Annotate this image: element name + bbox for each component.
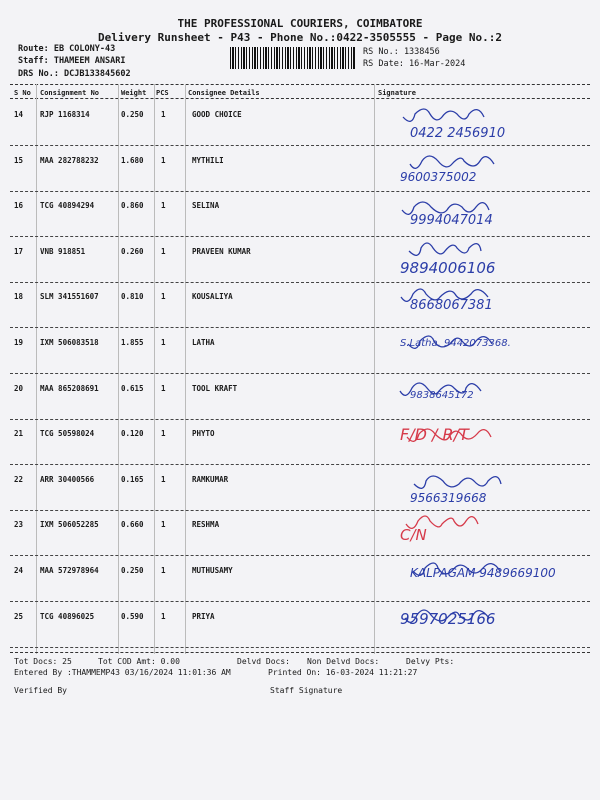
signature-cell (380, 602, 595, 648)
signature-scribble (380, 146, 595, 192)
row-pcs: 1 (161, 338, 166, 347)
col-consignment: Consignment No (40, 89, 100, 97)
drs-label: DRS No.: DCJB133845602 (18, 69, 131, 79)
runsheet-subtitle: Delivery Runsheet - P43 - Phone No.:0422-3505555 - Page No.:2 (98, 31, 502, 44)
row-consignment: TCG 50598024 (40, 429, 95, 439)
row-consignment: RJP 1168314 (40, 110, 90, 119)
col-weight: Weight (121, 89, 147, 97)
signature-cell (380, 465, 595, 511)
row-consignment: VNB 918851 (40, 246, 86, 256)
row-sno: 19 (14, 338, 24, 347)
row-sno: 20 (14, 383, 24, 393)
row-sno: 15 (14, 155, 24, 165)
signature-handwriting: 9838645172 (410, 389, 474, 401)
company-title: THE PROFESSIONAL COURIERS, COIMBATORE (177, 17, 423, 30)
row-pcs: 1 (161, 246, 166, 256)
row-weight: 0.615 (121, 383, 144, 393)
row-pcs: 1 (161, 566, 166, 575)
staff-signature: Staff Signature (270, 686, 343, 695)
row-consignment: TCG 40896025 (40, 611, 95, 621)
row-pcs: 1 (161, 201, 166, 211)
row-weight: 0.660 (121, 520, 144, 530)
non-delvd-docs: Non Delvd Docs: (307, 657, 380, 666)
rs-date-label: RS Date: 16-Mar-2024 (363, 59, 466, 69)
row-pcs: 1 (161, 520, 166, 530)
signature-handwriting: S.Latha. 9442073368. (400, 338, 511, 349)
row-pcs: 1 (161, 110, 166, 119)
delvy-pts: Delvy Pts: (406, 657, 455, 666)
verified-by: Verified By (14, 686, 67, 695)
row-sno: 17 (14, 246, 24, 256)
signature-cell (380, 282, 595, 328)
signature-handwriting: 9600375002 (400, 169, 477, 184)
row-consignee: PHYTO (192, 429, 215, 439)
table-top-rule (10, 84, 590, 85)
rs-no-label: RS No.: 1338456 (363, 47, 440, 57)
signature-stroke (403, 109, 484, 121)
tot-docs: Tot Docs: 25 (14, 657, 72, 666)
table-row (10, 465, 590, 511)
row-pcs: 1 (161, 429, 166, 439)
row-pcs: 1 (161, 383, 166, 393)
col-signature: Signature (378, 89, 416, 97)
signature-handwriting: F/D / R/T (400, 425, 469, 445)
signature-handwriting: 9994047014 (410, 213, 493, 229)
row-consignment: SLM 341551607 (40, 292, 99, 302)
row-consignee: MUTHUSAMY (192, 566, 233, 575)
signature-scribble (380, 328, 595, 374)
signature-handwriting: 8668067381 (410, 298, 493, 314)
row-weight: 0.165 (121, 474, 144, 484)
col-sno: S No (14, 89, 31, 97)
row-pcs: 1 (161, 611, 166, 621)
row-consignee: GOOD CHOICE (192, 110, 242, 119)
signature-handwriting: 9894006106 (400, 258, 496, 277)
row-consignee: RESHMA (192, 520, 220, 530)
row-consignee: KOUSALIYA (192, 292, 233, 302)
row-weight: 0.810 (121, 292, 144, 302)
signature-cell (380, 237, 595, 283)
table-row (10, 556, 590, 602)
signature-cell (380, 556, 595, 602)
row-weight: 0.250 (121, 110, 144, 119)
table-row (10, 282, 590, 328)
row-sno: 22 (14, 474, 24, 484)
signature-stroke (414, 476, 501, 488)
printed-on: Printed On: 16-03-2024 11:21:27 (268, 668, 418, 677)
row-consignee: PRIYA (192, 611, 215, 621)
col-consignee: Consignee Details (188, 89, 260, 97)
row-sno: 16 (14, 201, 24, 211)
signature-handwriting: 9566319668 (410, 490, 487, 505)
signature-stroke (409, 243, 481, 255)
table-row (10, 510, 590, 556)
table-header-rule (10, 98, 590, 99)
row-pcs: 1 (161, 474, 166, 484)
row-pcs: 1 (161, 155, 166, 165)
row-divider (10, 647, 590, 648)
signature-handwriting: C/N (400, 526, 427, 545)
table-row (10, 602, 590, 648)
row-sno: 24 (14, 566, 24, 575)
row-weight: 0.120 (121, 429, 144, 439)
signature-handwriting: 9597025166 (400, 609, 496, 628)
barcode (230, 47, 356, 69)
col-pcs: PCS (156, 89, 169, 97)
signature-cell (380, 510, 595, 556)
table-row (10, 191, 590, 237)
row-weight: 1.855 (121, 338, 144, 347)
table-row (10, 100, 590, 146)
footer-rule (10, 652, 590, 653)
row-pcs: 1 (161, 292, 166, 302)
row-weight: 0.250 (121, 566, 144, 575)
row-consignment: MAA 572978964 (40, 566, 99, 575)
staff-label: Staff: THAMEEM ANSARI (18, 56, 126, 66)
signature-stroke (410, 156, 494, 168)
row-sno: 23 (14, 520, 24, 530)
table-row (10, 328, 590, 374)
row-weight: 0.860 (121, 201, 144, 211)
delvd-docs: Delvd Docs: (237, 657, 290, 666)
signature-cell (380, 146, 595, 192)
signature-cell (380, 191, 595, 237)
signature-cell (380, 100, 595, 146)
signature-handwriting: KALPAGAM 9489669100 (410, 566, 556, 580)
row-consignee: SELINA (192, 201, 220, 211)
entered-by: Entered By :THAMMEMP43 03/16/2024 11:01:36 AM (14, 668, 231, 677)
row-consignment: MAA 865208691 (40, 383, 99, 393)
signature-cell (380, 374, 595, 420)
row-weight: 0.590 (121, 611, 144, 621)
row-consignment: IXM 506052285 (40, 520, 99, 530)
row-weight: 0.260 (121, 246, 144, 256)
row-consignee: LATHA (192, 338, 215, 347)
signature-handwriting: 0422 2456910 (410, 126, 506, 141)
row-sno: 25 (14, 611, 24, 621)
row-sno: 14 (14, 110, 24, 119)
signature-cell (380, 419, 595, 465)
row-consignee: RAMKUMAR (192, 474, 229, 484)
table-row (10, 419, 590, 465)
row-weight: 1.680 (121, 155, 144, 165)
row-consignment: MAA 282788232 (40, 155, 99, 165)
route-label: Route: EB COLONY-43 (18, 44, 116, 54)
row-consignee: PRAVEEN KUMAR (192, 246, 251, 256)
row-consignee: TOOL KRAFT (192, 383, 238, 393)
tot-cod-amt: Tot COD Amt: 0.00 (98, 657, 180, 666)
row-sno: 21 (14, 429, 24, 439)
signature-cell (380, 328, 595, 374)
row-consignment: IXM 506083518 (40, 338, 99, 347)
table-row (10, 374, 590, 420)
row-sno: 18 (14, 292, 24, 302)
row-consignment: TCG 40894294 (40, 201, 95, 211)
row-consignment: ARR 30400566 (40, 474, 95, 484)
row-consignee: MYTHILI (192, 155, 224, 165)
table-row (10, 146, 590, 192)
table-row (10, 237, 590, 283)
